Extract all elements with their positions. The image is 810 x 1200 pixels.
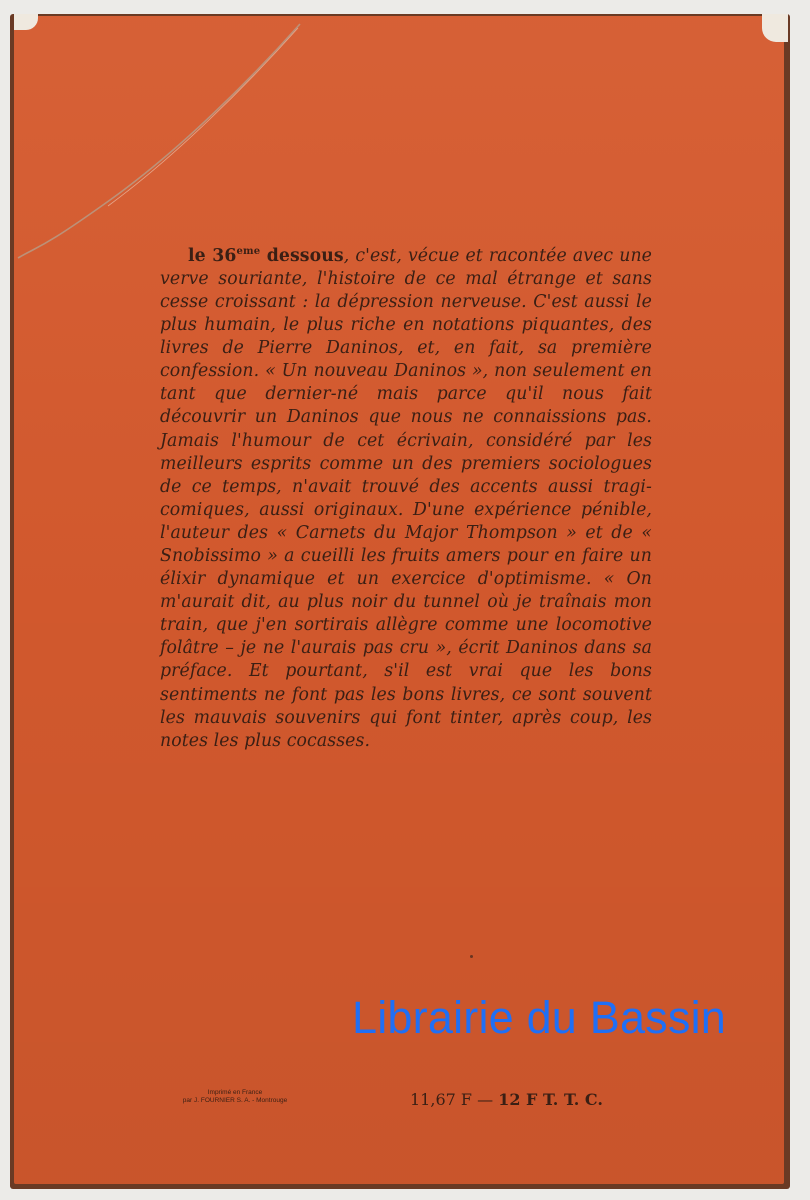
price-label	[410, 1090, 603, 1109]
price-separator: —	[477, 1090, 494, 1109]
blurb-text: , c'est, vécue et racontée avec une verve souriante, l'histoire de ce mal étrange et sans cesse croissant : la dépression nerveuse. C'est aussi le plus humain, le plus riche en notations piquantes, des livres de Pierre Daninos, et, en fait, sa première confession. « Un nouveau Daninos », non seulement en tant que dernier-né mais parce qu'il nous fait découvrir un Daninos que nous ne connaissions pas. Jamais l'humour de cet écrivain, considéré par les meilleurs esprits comme un des premiers sociologues de ce temps, n'avait trouvé des accents aussi tragi-comiques, aussi originaux. D'une expérience pénible, l'auteur des « Carnets du Major Thompson » et de « Snobissimo » a cueilli les fruits amers pour en faire un élixir dynamique et un exercice d'optimisme. « On m'aurait dit, au plus noir du tunnel où je traînais mon train, que j'en sortirais allègre comme une locomotive folâtre – je ne l'aurais pas cru », écrit Daninos dans sa préface. Et pourtant, s'il est vrai que les bons sentiments ne font pas les bons livres, ce sont souvent les mauvais souvenirs qui font tinter, après coup, les notes les plus cocasses.	[160, 245, 653, 751]
back-cover-blurb	[160, 240, 652, 753]
price-net: 11,67 F	[410, 1090, 472, 1109]
paper-speck	[470, 955, 473, 958]
printer-imprint	[160, 1089, 310, 1105]
blurb-title: le 36eme dessous	[188, 245, 344, 266]
price-ttc: 12 F T. T. C.	[498, 1090, 603, 1109]
printer-line-1: Imprimé en France	[207, 1089, 263, 1096]
bookseller-watermark: Librairie du Bassin	[352, 992, 726, 1043]
printer-line-2: par J. FOURNIER S. A. - Montrouge	[182, 1097, 288, 1104]
